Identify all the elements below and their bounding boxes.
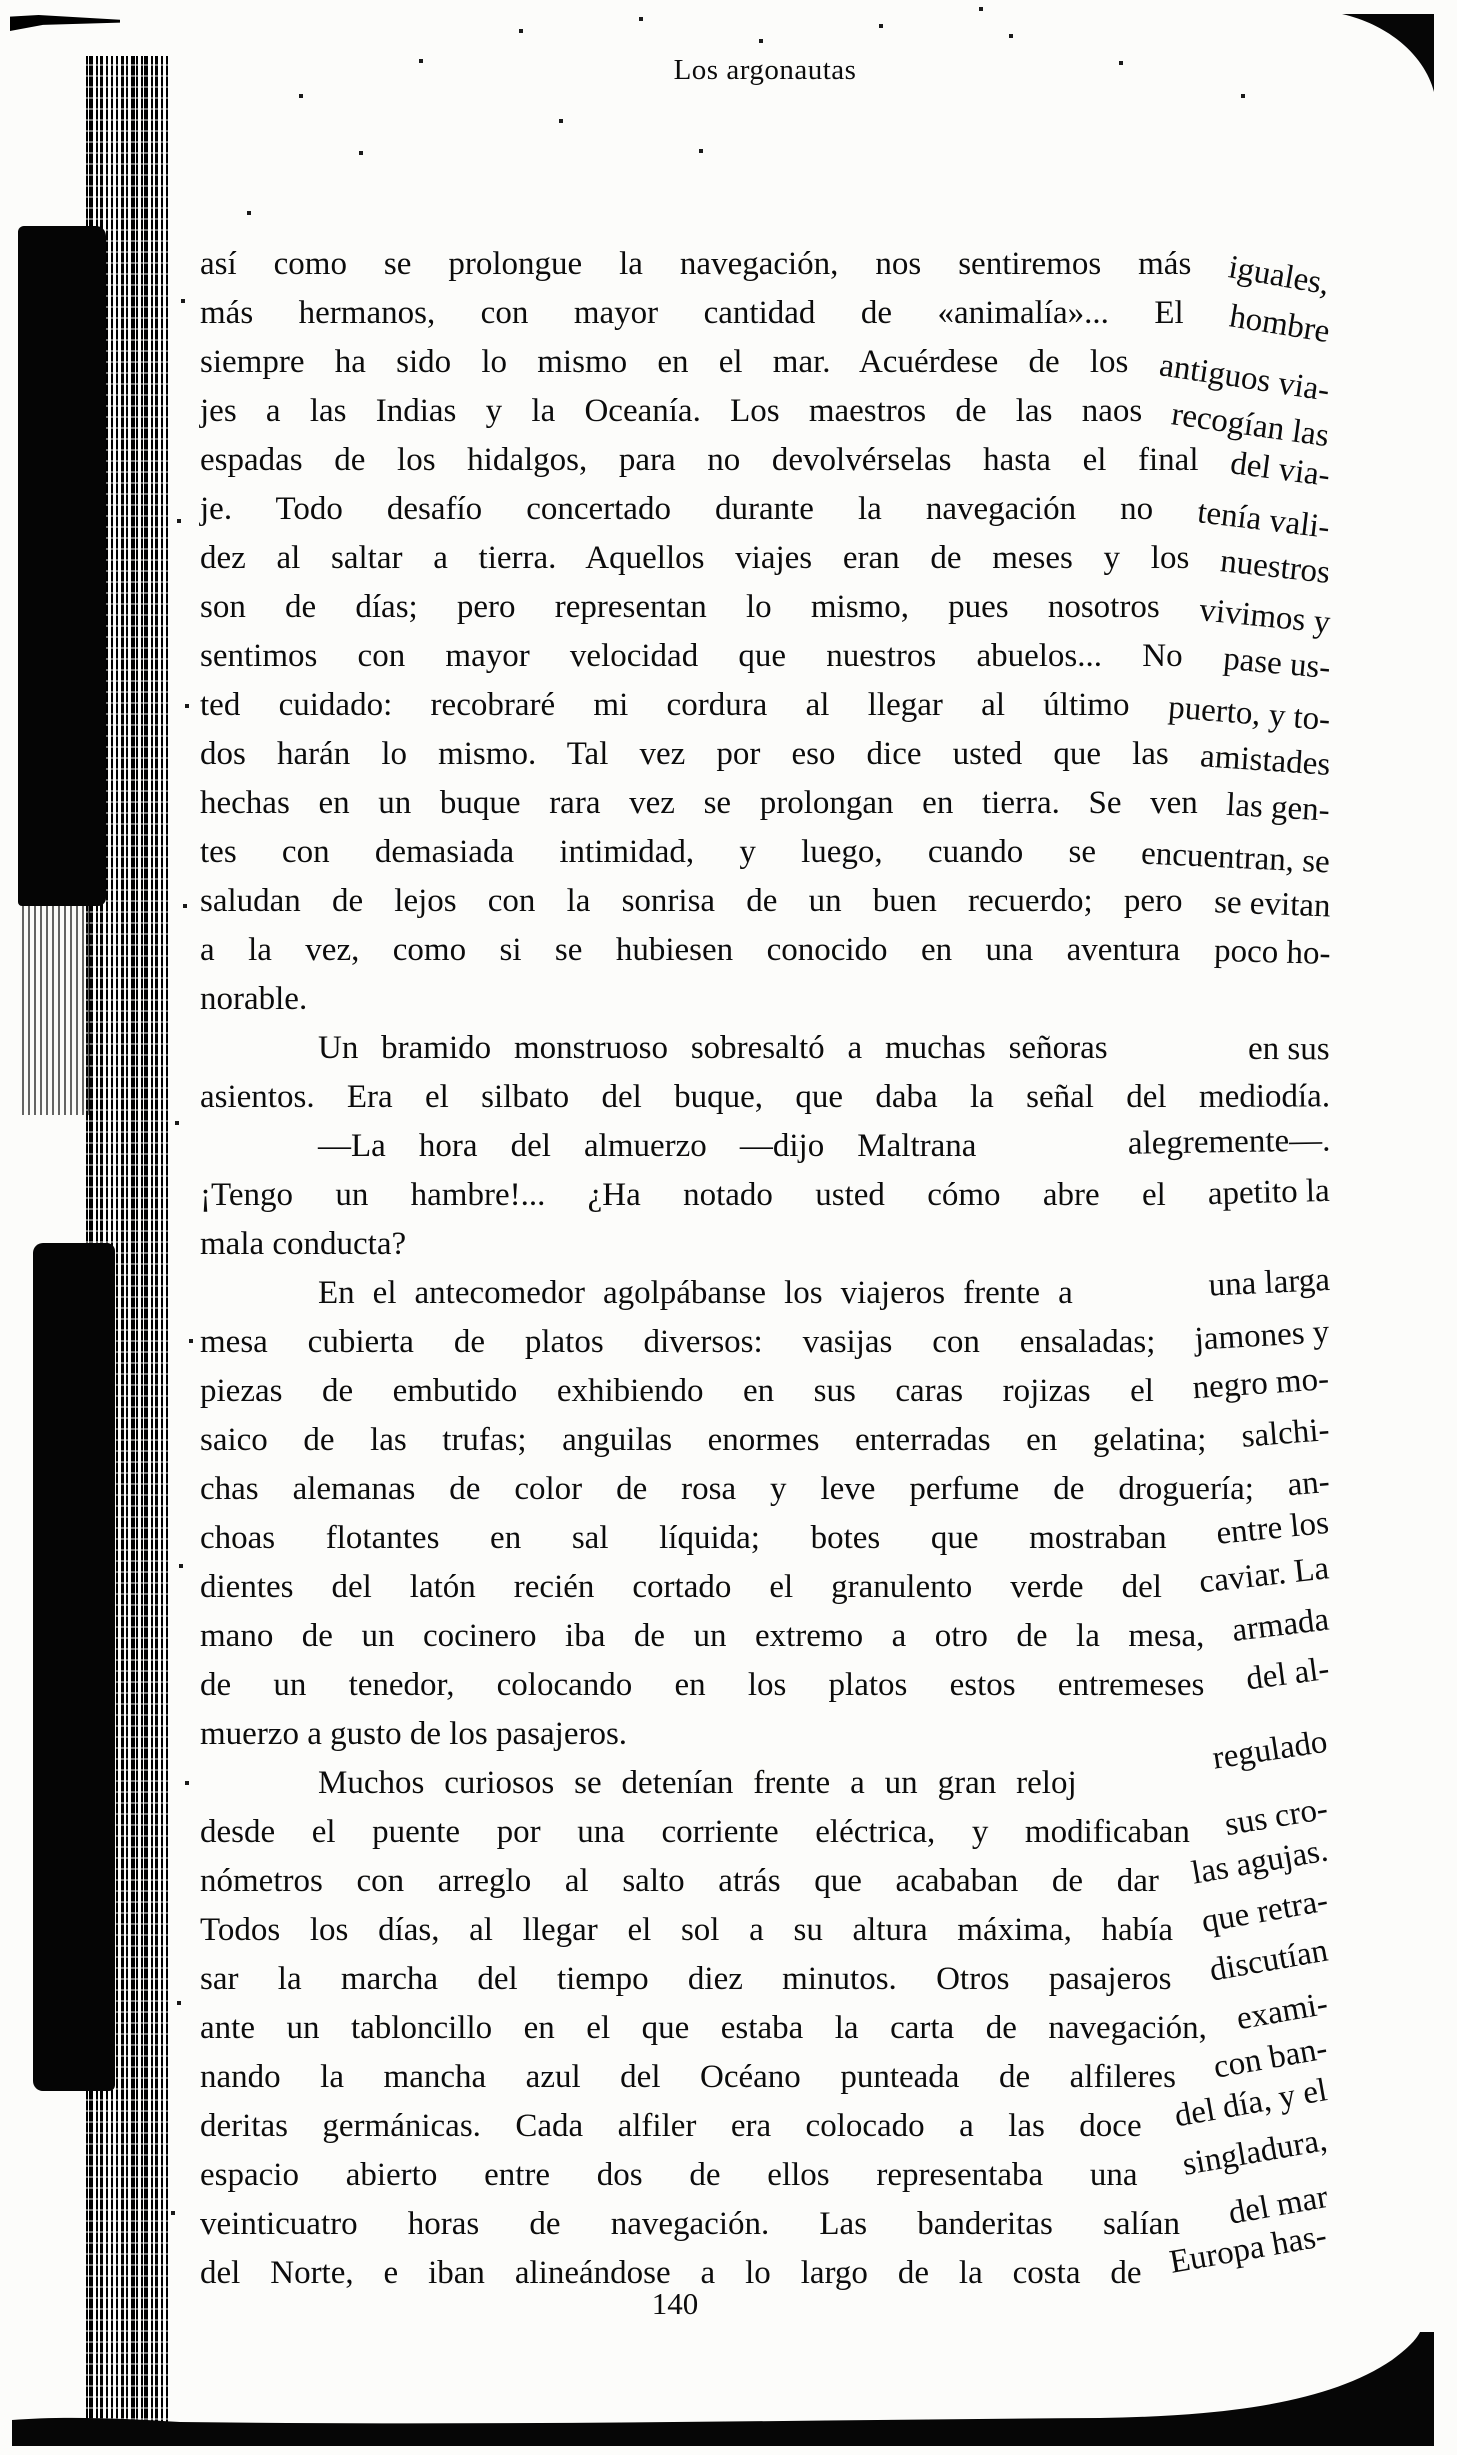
text-line-warped-tail: hombre bbox=[1227, 298, 1333, 351]
text-line-warped-tail: sus cro- bbox=[1222, 1790, 1331, 1844]
text-line-warped-tail: en sus bbox=[1248, 1030, 1331, 1068]
text-line-main: así como se prolongue la navegación, nos sentiremos más bbox=[200, 246, 1192, 282]
running-header: Los argonautas bbox=[673, 54, 857, 86]
text-line-warped-tail: alegremente—. bbox=[1127, 1122, 1331, 1162]
text-line-main: choas flotantes en sal líquida; botes que mostraban bbox=[200, 1520, 1167, 1556]
text-line-warped-tail: poco ho- bbox=[1213, 932, 1331, 972]
text-line bbox=[200, 1261, 1331, 1318]
text-line bbox=[200, 877, 1330, 926]
text-line-main: de un tenedor, colocando en los platos estos entremeses bbox=[200, 1667, 1205, 1703]
text-line-warped-tail: las gen- bbox=[1225, 786, 1332, 829]
text-line bbox=[200, 632, 1332, 687]
text-line bbox=[200, 1790, 1331, 1857]
text-line-main: espacio abierto entre dos de ellos representaba una bbox=[200, 2157, 1138, 2193]
text-line-main: sentimos con mayor velocidad que nuestros abuelos... No bbox=[200, 638, 1183, 674]
text-line-warped-tail: se evitan bbox=[1213, 884, 1331, 925]
text-line-warped-tail: nuestros bbox=[1218, 543, 1332, 591]
text-line-warped-tail: las agujas. bbox=[1188, 1832, 1331, 1892]
text-line bbox=[200, 975, 1330, 1024]
text-line-main: sar la marcha del tiempo diez minutos. Otros pasajeros bbox=[200, 1961, 1172, 1997]
page-number: 140 bbox=[651, 2286, 699, 2321]
text-line-main: ted cuidado: recobraré mi cordura al llegar al último bbox=[200, 687, 1130, 723]
text-line-main: Un bramido monstruoso sobresaltó a muchas señoras bbox=[318, 1030, 1108, 1066]
text-line-main: —La hora del almuerzo —dijo Maltrana bbox=[318, 1128, 977, 1164]
text-line-main: Todos los días, al llegar el sol a su altura máxima, había bbox=[200, 1912, 1173, 1948]
text-line-warped-tail: encuentran, se bbox=[1140, 835, 1331, 881]
text-line-main: norable. bbox=[200, 981, 308, 1017]
text-line-main: dez al saltar a tierra. Aquellos viajes eran de meses y los bbox=[200, 540, 1190, 576]
text-line bbox=[200, 387, 1332, 455]
text-line-warped-tail: del al- bbox=[1243, 1650, 1331, 1698]
text-line-warped-tail: armada bbox=[1230, 1601, 1331, 1649]
text-line bbox=[200, 779, 1330, 828]
text-line-main: Muchos curiosos se detenían frente a un gran reloj bbox=[318, 1765, 1077, 1801]
text-line-warped-tail: vivimos y bbox=[1197, 592, 1332, 641]
text-line-warped-tail: recogían las bbox=[1169, 396, 1332, 455]
text-line-main: asientos. Era el silbato del buque, que daba la señal del bbox=[200, 1079, 1167, 1115]
text-line-warped-tail: apetito la bbox=[1207, 1172, 1331, 1213]
text-line-warped-tail: con ban- bbox=[1211, 2030, 1331, 2086]
text-line-main: nando la mancha azul del Océano punteada de alfileres bbox=[200, 2059, 1176, 2095]
text-line-warped-tail: jamones y bbox=[1193, 1314, 1331, 1358]
text-line-warped-tail: puerto, y to- bbox=[1166, 689, 1332, 739]
text-line-main: dos harán lo mismo. Tal vez por eso dice usted que las bbox=[200, 736, 1169, 772]
text-line bbox=[200, 289, 1333, 351]
text-line bbox=[200, 1504, 1331, 1563]
text-line-warped-tail: exami- bbox=[1234, 1985, 1331, 2038]
text-line-main: ¡Tengo un hambre!... ¿Ha notado usted cómo abre el bbox=[200, 1177, 1166, 1213]
text-line-main: saico de las trufas; anguilas enormes enterradas en gelatina; bbox=[200, 1422, 1207, 1458]
text-line-warped-tail: antiguos via- bbox=[1156, 347, 1332, 409]
text-line bbox=[200, 828, 1331, 881]
text-line bbox=[200, 1073, 1330, 1122]
text-line-warped-tail: una larga bbox=[1207, 1261, 1331, 1304]
text-line bbox=[200, 681, 1332, 739]
text-line-main: desde el puente por una corriente eléctrica, y modificaban bbox=[200, 1814, 1190, 1850]
text-line-main: tes con demasiada intimidad, y luego, cuando se bbox=[200, 834, 1096, 870]
text-line bbox=[200, 1220, 1330, 1269]
text-line bbox=[200, 1412, 1331, 1465]
page-corner-fold-top-right bbox=[1336, 8, 1440, 98]
text-line bbox=[200, 338, 1332, 409]
text-line bbox=[200, 2179, 1331, 2249]
text-line bbox=[200, 1550, 1331, 1612]
text-line-warped-tail: singladura, bbox=[1180, 2122, 1330, 2183]
text-line-warped-tail: discutían bbox=[1206, 1932, 1331, 1989]
text-line bbox=[200, 1650, 1331, 1710]
text-line-warped-tail: Europa has- bbox=[1167, 2217, 1330, 2281]
text-line-warped-tail: que retra- bbox=[1198, 1882, 1331, 1941]
text-line-warped-tail: tenía vali- bbox=[1195, 494, 1332, 546]
text-line-warped-tail: caviar. La bbox=[1197, 1550, 1331, 1601]
text-line-main: espadas de los hidalgos, para no devolvérselas hasta el final bbox=[200, 442, 1199, 478]
text-line-main: deritas germánicas. Cada alfiler era colocado a las doce bbox=[200, 2108, 1142, 2144]
text-line-warped-tail: mediodía. bbox=[1198, 1078, 1331, 1115]
scan-ink-blob-bottom bbox=[33, 1243, 115, 2091]
text-line bbox=[200, 1465, 1330, 1514]
scan-ink-blob-top bbox=[18, 226, 106, 906]
text-line bbox=[200, 240, 1333, 303]
text-line-warped-tail: del mar bbox=[1226, 2179, 1331, 2232]
text-line bbox=[200, 730, 1332, 783]
text-line-warped-tail: entre los bbox=[1214, 1504, 1331, 1552]
scan-mark-top-left bbox=[10, 15, 120, 31]
text-line bbox=[200, 1314, 1331, 1367]
text-line-warped-tail: del día, y el bbox=[1171, 2072, 1330, 2135]
text-line bbox=[200, 1361, 1331, 1416]
text-line-warped-tail: salchi- bbox=[1240, 1412, 1331, 1455]
text-line-main: siempre ha sido lo mismo en el mar. Acuérdese de los bbox=[200, 344, 1129, 380]
text-line-main: saludan de lejos con la sonrisa de un buen recuerdo; pero bbox=[200, 883, 1183, 919]
text-line bbox=[200, 1985, 1331, 2053]
text-line bbox=[200, 1601, 1331, 1661]
text-line-main: jes a las Indias y la Oceanía. Los maestros de las naos bbox=[200, 393, 1143, 429]
text-line bbox=[200, 1882, 1331, 1955]
text-block bbox=[200, 240, 1333, 2298]
text-line bbox=[200, 926, 1330, 975]
text-line-warped-tail: an- bbox=[1285, 1463, 1331, 1504]
text-line bbox=[200, 1171, 1330, 1220]
text-line-main: mano de un cocinero iba de un extremo a otro de la mesa, bbox=[200, 1618, 1205, 1654]
text-line-main: je. Todo desafío concertado durante la navegación no bbox=[200, 491, 1154, 527]
text-line bbox=[200, 534, 1332, 591]
text-line-warped-tail: del via- bbox=[1228, 445, 1333, 494]
text-line bbox=[200, 2030, 1331, 2102]
text-line-main: piezas de embutido exhibiendo en sus caras rojizas el bbox=[200, 1373, 1154, 1409]
text-line-main: más hermanos, con mayor cantidad de «animalía»... El bbox=[200, 295, 1184, 331]
text-line bbox=[200, 1024, 1330, 1073]
text-line-warped-tail: amistades bbox=[1199, 738, 1332, 783]
text-line-warped-tail: negro mo- bbox=[1191, 1361, 1331, 1407]
text-line-main: veinticuatro horas de navegación. Las banderitas salían bbox=[200, 2206, 1180, 2242]
text-line-main: del Norte, e iban alineándose a lo largo de la costa de bbox=[200, 2255, 1142, 2291]
text-line-main: nómetros con arreglo al salto atrás que acababan de dar bbox=[200, 1863, 1159, 1899]
text-line-main: ante un tabloncillo en el que estaba la carta de navegación, bbox=[200, 2010, 1207, 2046]
text-line-warped-tail: regulado bbox=[1209, 1723, 1330, 1777]
text-line-main: hechas en un buque rara vez se prolongan en tierra. Se ven bbox=[200, 785, 1198, 821]
text-line-main: mesa cubierta de platos diversos: vasijas con ensaladas; bbox=[200, 1324, 1156, 1360]
text-line-warped-tail: iguales, bbox=[1226, 249, 1333, 303]
page-curl-bottom-right bbox=[0, 2310, 1457, 2455]
text-line-main: En el antecomedor agolpábanse los viajeros frente a bbox=[318, 1275, 1073, 1311]
scan-gutter-streaks-wide bbox=[22, 880, 92, 1115]
text-line-main: a la vez, como si se hubiesen conocido en una aventura bbox=[200, 932, 1181, 968]
text-line-main: muerzo a gusto de los pasajeros. bbox=[200, 1716, 628, 1752]
text-line-main: chas alemanas de color de rosa y leve perfume de droguería; bbox=[200, 1471, 1254, 1507]
text-line-main: dientes del latón recién cortado el granulento verde del bbox=[200, 1569, 1162, 1605]
text-line bbox=[200, 485, 1332, 546]
scan-speckles bbox=[0, 0, 2, 2]
text-line bbox=[200, 583, 1332, 641]
text-line bbox=[200, 1122, 1330, 1171]
text-line-main: mala conducta? bbox=[200, 1226, 407, 1262]
text-line bbox=[200, 1932, 1331, 2004]
text-line-warped-tail: pase us- bbox=[1221, 640, 1332, 687]
text-line bbox=[200, 436, 1333, 494]
text-line-main: son de días; pero representan lo mismo, pues nosotros bbox=[200, 589, 1160, 625]
